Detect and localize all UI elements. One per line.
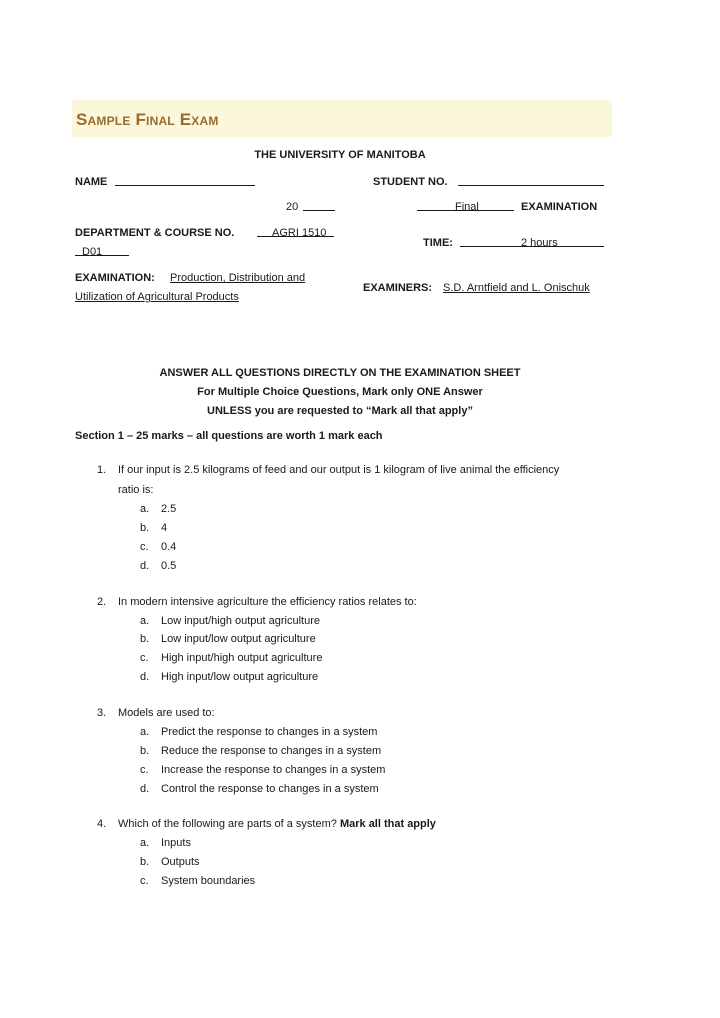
department-label: DEPARTMENT & COURSE NO. (75, 227, 235, 239)
option-letter: b. (140, 856, 150, 868)
question-text: In modern intensive agriculture the efficiency ratios relates to: (118, 596, 417, 608)
option-3d[interactable]: Control the response to changes in a system (161, 783, 379, 795)
time-label: TIME: (423, 237, 453, 249)
option-letter: b. (140, 633, 150, 645)
option-letter: c. (140, 652, 149, 664)
option-letter: c. (140, 875, 149, 887)
option-letter: c. (140, 541, 149, 553)
examination-label: EXAMINATION (521, 201, 598, 213)
option-4b[interactable]: Outputs (161, 856, 200, 868)
option-letter: a. (140, 726, 150, 738)
option-1c[interactable]: 0.4 (161, 541, 177, 553)
instruction-line-2: For Multiple Choice Questions, Mark only ONE Answer (197, 386, 483, 398)
option-letter: b. (140, 745, 150, 757)
exam-name-line2: Utilization of Agricultural Products (75, 291, 239, 303)
year-prefix: 20 (286, 201, 299, 213)
time-value: 2 hours (521, 237, 558, 249)
option-2c[interactable]: High input/high output agriculture (161, 652, 323, 664)
question-text: Models are used to: (118, 707, 215, 719)
option-letter: c. (140, 764, 149, 776)
exam-name-line1: Production, Distribution and (170, 272, 306, 284)
instruction-line-3: UNLESS you are requested to “Mark all that apply” (207, 405, 473, 417)
option-letter: a. (140, 837, 150, 849)
option-3b[interactable]: Reduce the response to changes in a system (161, 745, 382, 757)
examiners-value: S.D. Arntfield and L. Onischuk (443, 282, 590, 294)
option-4c[interactable]: System boundaries (161, 875, 256, 887)
page-title: Sample Final Exam (76, 110, 219, 129)
option-2d[interactable]: High input/low output agriculture (161, 671, 319, 683)
name-label: NAME (75, 176, 108, 188)
option-3c[interactable]: Increase the response to changes in a system (161, 764, 386, 776)
option-1b[interactable]: 4 (161, 522, 168, 534)
exam-name-label: EXAMINATION: (75, 272, 155, 284)
student-no-field[interactable] (458, 174, 604, 186)
section-value: D01 (82, 246, 103, 258)
option-1a[interactable]: 2.5 (161, 503, 177, 515)
name-field[interactable] (115, 174, 255, 186)
question-number: 4. (97, 818, 107, 830)
question-text: If our input is 2.5 kilograms of feed and our output is 1 kilogram of live animal the efficiency (118, 464, 560, 476)
option-letter: a. (140, 615, 150, 627)
option-4a[interactable]: Inputs (161, 837, 191, 849)
course-value: AGRI 1510 (272, 227, 327, 239)
question-number: 2. (97, 596, 107, 608)
mark-all-note: Mark all that apply (339, 818, 436, 830)
option-letter: d. (140, 560, 150, 572)
option-letter: d. (140, 671, 150, 683)
section-heading: Section 1 – 25 marks – all questions are worth 1 mark each (75, 430, 383, 442)
question-text-cont: ratio is: (118, 484, 154, 496)
examiners-label: EXAMINERS: (363, 282, 433, 294)
option-2a[interactable]: Low input/high output agriculture (161, 615, 320, 627)
exam-type-value: Final (455, 201, 479, 213)
option-letter: a. (140, 503, 150, 515)
year-field[interactable] (303, 199, 335, 211)
option-1d[interactable]: 0.5 (161, 560, 177, 572)
title-banner (72, 100, 612, 137)
question-number: 3. (97, 707, 107, 719)
option-letter: b. (140, 522, 150, 534)
student-no-label: STUDENT NO. (373, 176, 448, 188)
question-number: 1. (97, 464, 107, 476)
option-3a[interactable]: Predict the response to changes in a system (161, 726, 378, 738)
instruction-line-1: ANSWER ALL QUESTIONS DIRECTLY ON THE EXAMINATION SHEET (159, 367, 521, 379)
option-letter: d. (140, 783, 150, 795)
question-text (118, 818, 436, 830)
university-name: THE UNIVERSITY OF MANITOBA (254, 149, 426, 161)
option-2b[interactable]: Low input/low output agriculture (161, 633, 316, 645)
question-text-main: Which of the following are parts of a system? (118, 818, 337, 830)
